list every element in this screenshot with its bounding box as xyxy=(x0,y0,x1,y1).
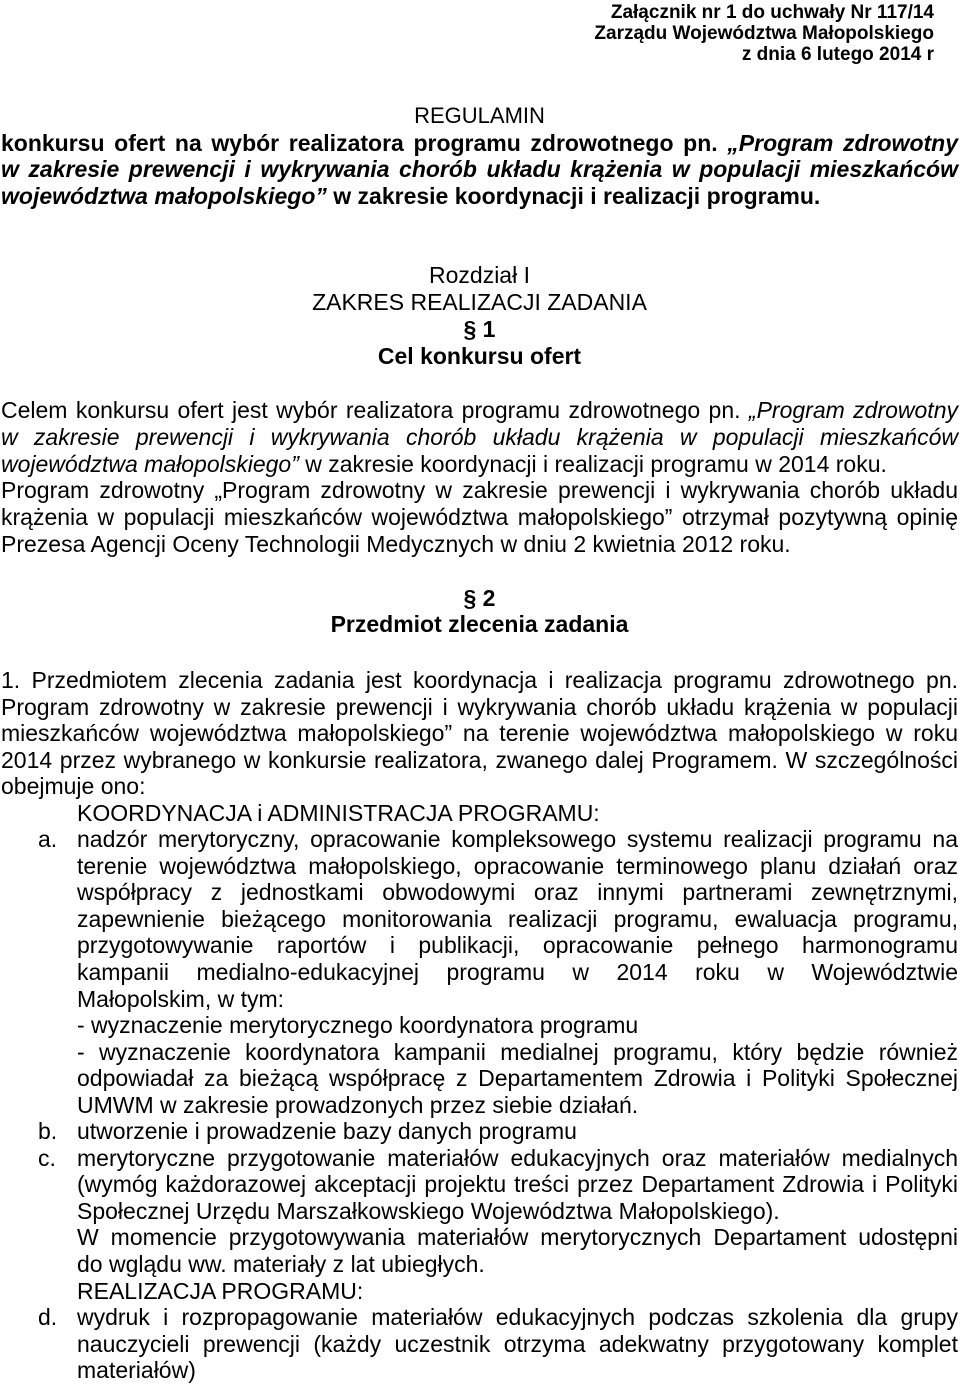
list-item-line: merytoryczne przygotowanie materiałów edukacyjnych oraz materiałów medialnych xyxy=(77,1144,958,1171)
list-marker: d. xyxy=(38,1304,58,1331)
list-item-line: - wyznaczenie koordynatora kampanii medialnej programu, który będzie również xyxy=(77,1038,958,1065)
title-heading: REGULAMIN xyxy=(414,103,545,128)
list-item-b xyxy=(1,1118,958,1145)
document-title xyxy=(1,103,958,210)
program-name: województwa małopolskiego” xyxy=(1,450,299,477)
title-text: konkursu ofert na wybór realizatora programu zdrowotnego pn. xyxy=(1,129,728,156)
paragraph-line: krążenia w populacji mieszkańców województwa małopolskiego” otrzymał pozytywną opinię xyxy=(1,504,958,531)
list-item-line: przygotowywanie raportów i publikacji, opracowanie pełnego harmonogramu xyxy=(77,932,958,959)
program-name: „Program zdrowotny xyxy=(727,129,958,156)
list-marker: c. xyxy=(38,1144,56,1171)
list-item-line: zapewnienie bieżącego monitorowania realizacji programu, ewaluacja programu, xyxy=(77,905,958,932)
list-item-line: terenie województwa małopolskiego, opracowanie terminowego planu działań oraz xyxy=(77,852,958,879)
date-line: z dnia 6 lutego 2014 r xyxy=(741,44,934,65)
list-item-line: utworzenie i prowadzenie bazy danych programu xyxy=(77,1118,577,1145)
paragraph-line: Prezesa Agencji Oceny Technologii Medycznych w dniu 2 kwietnia 2012 roku. xyxy=(1,530,791,557)
paragraph-line: mieszkańców województwa małopolskiego” na terenie województwa małopolskiego w roku xyxy=(1,720,958,747)
paragraph-line: 1. Przedmiotem zlecenia zadania jest koordynacja i realizacja programu zdrowotnego pn. xyxy=(1,667,958,693)
title-line: w zakresie prewencji i wykrywania chorób układu krążenia w populacji mieszkańców xyxy=(1,156,958,183)
list-item-line: kampanii medialno-edukacyjnej programu w 2014 roku w Województwie xyxy=(77,959,958,986)
title-text: w zakresie koordynacji i realizacji programu. xyxy=(326,183,821,210)
list-item-line: nauczycieli prewencji (każdy uczestnik otrzyma adekwatny przygotowany komplet xyxy=(77,1330,958,1357)
section-heading: Cel konkursu ofert xyxy=(377,343,582,369)
chapter-heading xyxy=(1,262,958,370)
list-marker: b. xyxy=(38,1118,58,1145)
attachment-line: Załącznik nr 1 do uchwały Nr 117/14 xyxy=(610,2,934,23)
paragraph-line: w zakresie prewencji i wykrywania chorób układu krążenia w populacji mieszkańców xyxy=(1,423,958,450)
list-item-line: W momencie przygotowywania materiałów merytorycznych Departament udostępni xyxy=(77,1224,958,1251)
list-item-d xyxy=(1,1304,958,1384)
list-item-line: UMWM w zakresie prowadzonych przez siebie działań. xyxy=(77,1091,639,1118)
title-line xyxy=(1,183,958,210)
paragraph-text: Celem konkursu ofert jest wybór realizatora programu zdrowotnego pn. xyxy=(1,397,749,423)
section-heading: Przedmiot zlecenia zadania xyxy=(330,611,629,637)
title-line xyxy=(1,130,958,157)
paragraph-line xyxy=(1,397,958,424)
list-item-a xyxy=(1,826,958,1118)
list-item-line: współpracy z jednostkami obwodowymi oraz innymi partnerami zewnętrznymi, xyxy=(77,879,958,906)
section-number: § 1 xyxy=(463,316,496,342)
section-number: § 2 xyxy=(463,585,496,611)
list-item-line: materiałów) xyxy=(77,1357,196,1384)
section-1-body xyxy=(1,397,958,558)
implementation-heading: REALIZACJA PROGRAMU: xyxy=(77,1277,364,1304)
paragraph-line: obejmuje ono: xyxy=(1,773,146,800)
board-line: Zarządu Województwa Małopolskiego xyxy=(594,23,934,44)
paragraph-text: w zakresie koordynacji i realizacji programu w 2014 roku. xyxy=(298,450,887,477)
list-item-line: do wglądu ww. materiały z lat ubiegłych. xyxy=(77,1251,485,1278)
list-item-line: - wyznaczenie merytorycznego koordynatora programu xyxy=(77,1012,639,1039)
paragraph-line: Program zdrowotny w zakresie prewencji i wykrywania chorób układu krążenia w populacji xyxy=(1,693,958,720)
program-name: „Program zdrowotny xyxy=(748,397,958,423)
program-name: województwa małopolskiego” xyxy=(1,183,327,210)
paragraph-line: 2014 przez wybranego w konkursie realizatora, zwanego dalej Programem. W szczególności xyxy=(1,746,958,773)
list-item-line: (wymóg każdorazowej akceptacji projektu treści przez Departament Zdrowia i Polityki xyxy=(77,1171,958,1198)
section-2-body xyxy=(1,667,958,1384)
chapter-name: ZAKRES REALIZACJI ZADANIA xyxy=(312,289,647,315)
list-item-line: Społecznej Urzędu Marszałkowskiego Województwa Małopolskiego). xyxy=(77,1197,780,1224)
list-item-line: wydruk i rozpropagowanie materiałów edukacyjnych podczas szkolenia dla grupy xyxy=(77,1304,958,1331)
list-marker: a. xyxy=(38,826,58,853)
list-item-line: Małopolskim, w tym: xyxy=(77,985,285,1012)
coordination-heading: KOORDYNACJA i ADMINISTRACJA PROGRAMU: xyxy=(77,799,600,826)
paragraph-line xyxy=(1,451,958,478)
list-item-line: nadzór merytoryczny, opracowanie kompleksowego systemu realizacji programu na xyxy=(77,826,958,853)
document-header xyxy=(594,2,934,65)
paragraph-line: Program zdrowotny „Program zdrowotny w zakresie prewencji i wykrywania chorób układu xyxy=(1,477,958,504)
list-item-c xyxy=(1,1145,958,1278)
list-item-line: odpowiadał za bieżącą współpracę z Departamentem Zdrowia i Polityki Społecznej xyxy=(77,1065,958,1092)
chapter-label: Rozdział I xyxy=(429,262,530,288)
section-2-heading xyxy=(1,585,958,637)
